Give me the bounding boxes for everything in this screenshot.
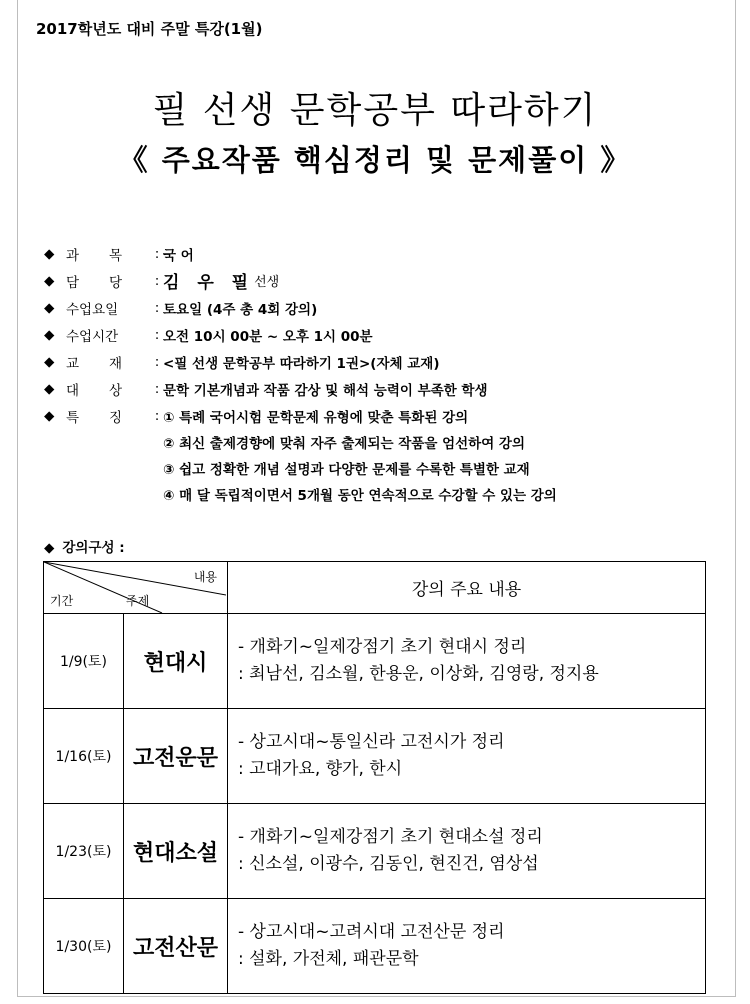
teacher-suffix: 선생 [254, 275, 280, 290]
content-line: - 개화기~일제강점기 초기 현대소설 정리 [238, 827, 543, 847]
info-value: <필 선생 문학공부 따라하기 1권>(자체 교재) [163, 355, 440, 372]
content-line: : 설화, 가전체, 패관문학 [238, 949, 419, 969]
lecture-subject: 현대소설 [124, 804, 228, 899]
info-label [66, 379, 151, 399]
label-text: 대상 [66, 382, 153, 399]
content-line: : 고대가요, 향가, 한시 [238, 759, 403, 779]
header-topic-label: 주제 [126, 594, 150, 608]
info-value: 국 어 [163, 247, 194, 264]
diamond-bullet-icon: ◆ [44, 540, 55, 556]
colon: : [154, 326, 160, 343]
colon: : [154, 299, 160, 316]
info-row-day [44, 294, 734, 321]
diamond-bullet-icon: ◆ [44, 245, 55, 262]
diamond-bullet-icon: ◆ [44, 326, 55, 343]
composition-label-text: 강의구성 : [62, 540, 125, 556]
lecture-subject: 현대시 [124, 614, 228, 709]
header-text: 2017학년도 대비 주말 특강(1월) [36, 20, 263, 38]
colon: : [154, 245, 160, 262]
lecture-date: 1/16(토) [44, 709, 124, 804]
diamond-bullet-icon: ◆ [44, 407, 55, 424]
content-line: : 신소설, 이광수, 김동인, 현진건, 염상섭 [238, 854, 539, 874]
lecture-subject: 고전산문 [124, 899, 228, 994]
info-value: 토요일 (4주 총 4회 강의) [163, 301, 318, 318]
colon: : [154, 272, 160, 289]
label-text: 수업시간 [66, 328, 119, 345]
header-main-content: 강의 주요 내용 [228, 562, 706, 614]
course-info [44, 240, 734, 507]
teacher-name: 김 우 필 [163, 273, 255, 293]
info-row-subject [44, 240, 734, 267]
info-row-target [44, 375, 734, 402]
diamond-bullet-icon: ◆ [44, 353, 55, 370]
feature-item: ① 특례 국어시험 문학문제 유형에 맞춘 특화된 강의 [163, 409, 469, 426]
info-value: 문학 기본개념과 작품 감상 및 해석 능력이 부족한 학생 [163, 382, 488, 399]
composition-label [44, 536, 125, 556]
info-row-teacher [44, 267, 734, 294]
info-label [66, 325, 151, 345]
feature-item: ② 최신 출제경향에 맞춰 자주 출제되는 작품을 엄선하여 강의 [163, 436, 526, 452]
lecture-table [43, 561, 706, 994]
diamond-bullet-icon: ◆ [44, 272, 55, 289]
lecture-subject: 고전운문 [124, 709, 228, 804]
content-line: - 개화기~일제강점기 초기 현대시 정리 [238, 637, 527, 657]
info-row-textbook [44, 348, 734, 375]
content-line: - 상고시대~통일신라 고전시가 정리 [238, 732, 505, 752]
info-label [66, 271, 151, 291]
lecture-date: 1/9(토) [44, 614, 124, 709]
lecture-content [228, 804, 706, 899]
header-content-label: 내용 [193, 570, 217, 584]
info-label [66, 298, 151, 318]
page-subtitle: 《 주요작품 핵심정리 및 문제풀이 》 [118, 143, 632, 177]
feature-row [44, 481, 734, 507]
info-label [66, 352, 151, 372]
label-text: 담당 [66, 274, 153, 291]
info-label [66, 244, 151, 264]
page-title: 필 선생 문학공부 따라하기 [152, 90, 598, 131]
lecture-content [228, 614, 706, 709]
diamond-bullet-icon: ◆ [44, 299, 55, 316]
diagonal-header-cell [44, 562, 228, 614]
feature-item: ④ 매 달 독립적이면서 5개월 동안 연속적으로 수강할 수 있는 강의 [163, 488, 557, 504]
table-header-row [44, 562, 706, 614]
feature-row [44, 429, 734, 455]
feature-item: ③ 쉽고 정확한 개념 설명과 다양한 문제를 수록한 특별한 교재 [163, 462, 530, 478]
info-value: 오전 10시 00분 ~ 오후 1시 00분 [163, 328, 373, 345]
content-line: - 상고시대~고려시대 고전산문 정리 [238, 922, 505, 942]
table-row [44, 804, 706, 899]
lecture-date: 1/23(토) [44, 804, 124, 899]
lecture-content [228, 899, 706, 994]
feature-row [44, 455, 734, 481]
lecture-date: 1/30(토) [44, 899, 124, 994]
info-row-features [44, 402, 734, 429]
table-row [44, 899, 706, 994]
colon: : [154, 353, 160, 370]
label-text: 특징 [66, 409, 153, 426]
table-row [44, 614, 706, 709]
info-label [66, 406, 151, 426]
content-line: : 최남선, 김소월, 한용운, 이상화, 김영랑, 정지용 [238, 664, 599, 684]
lecture-content [228, 709, 706, 804]
label-text: 과목 [66, 247, 153, 264]
table-row [44, 709, 706, 804]
header-period-label: 기간 [50, 594, 74, 608]
info-row-time [44, 321, 734, 348]
colon: : [154, 407, 160, 424]
label-text: 수업요일 [66, 301, 119, 318]
diamond-bullet-icon: ◆ [44, 380, 55, 397]
colon: : [154, 380, 160, 397]
label-text: 교재 [66, 355, 153, 372]
